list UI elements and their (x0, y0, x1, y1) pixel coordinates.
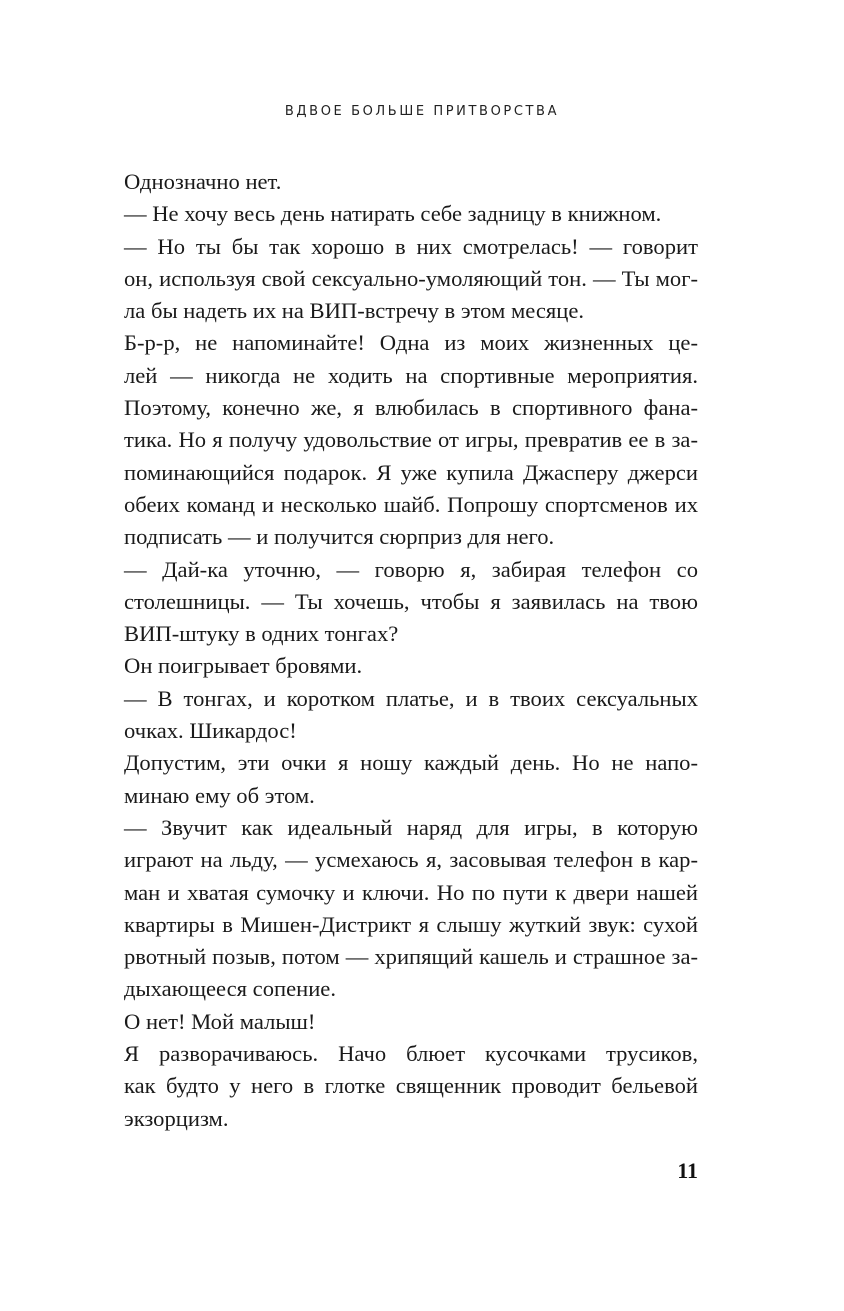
paragraph (124, 683, 698, 748)
page-number: 11 (677, 1158, 698, 1183)
text-line: ман и хватая сумочку и ключи. Но по пути к двери нашей (124, 879, 698, 905)
paragraph (124, 747, 698, 812)
text-line: ВИП-штуку в одних тонгах? (124, 621, 399, 647)
text-line: очках. Шикардос! (124, 718, 297, 744)
text-line: Б-р-р, не напоминайте! Одна из моих жизненных це- (124, 330, 698, 356)
text-line: дыхающееся сопение. (124, 976, 336, 1002)
text-line: он, используя свой сексуально-умоляющий тон. — Ты мог- (124, 265, 698, 291)
text-line: как будто у него в глотке священник проводит бельевой (124, 1073, 698, 1099)
paragraph (124, 650, 698, 682)
text-line: тика. Но я получу удовольствие от игры, превратив ее в за- (124, 427, 698, 453)
paragraph (124, 1038, 698, 1135)
text-line: — В тонгах, и коротком платье, и в твоих сексуальных (124, 685, 698, 711)
text-line: играют на льду, — усмехаюсь я, засовывая телефон в кар- (124, 847, 698, 873)
text-line: — Звучит как идеальный наряд для игры, в которую (124, 814, 698, 840)
paragraph (124, 812, 698, 1006)
text-line: О нет! Мой малыш! (124, 1008, 316, 1034)
text-line: — Дай-ка уточню, — говорю я, забирая телефон со (124, 556, 698, 582)
text-line: столешницы. — Ты хочешь, чтобы я заявилась на твою (124, 588, 698, 614)
text-line: экзорцизм. (124, 1105, 229, 1131)
running-header: ВДВОЕ БОЛЬШЕ ПРИТВОРСТВА (284, 104, 560, 119)
text-line: поминающийся подарок. Я уже купила Джасперу джерси (124, 459, 698, 485)
text-line: рвотный позыв, потом — хрипящий кашель и страшное за- (124, 944, 698, 970)
text-line: квартиры в Мишен-Дистрикт я слышу жуткий звук: сухой (124, 911, 698, 937)
text-line: — Но ты бы так хорошо в них смотрелась! — говорит (124, 233, 698, 259)
text-line: Поэтому, конечно же, я влюбилась в спортивного фана- (124, 395, 698, 421)
text-line: Я разворачиваюсь. Начо блюет кусочками трусиков, (124, 1041, 698, 1067)
paragraph (124, 231, 698, 328)
text-line: Однозначно нет. (124, 169, 282, 194)
paragraph (124, 1006, 698, 1038)
body-text (124, 166, 698, 1135)
paragraph (124, 198, 698, 230)
paragraph (124, 327, 698, 553)
text-line: Он поигрывает бровями. (124, 653, 363, 679)
paragraph (124, 166, 698, 198)
text-line: Допустим, эти очки я ношу каждый день. Но не напо- (124, 750, 698, 776)
text-line: подписать — и получится сюрприз для него. (124, 524, 555, 550)
text-line: обеих команд и несколько шайб. Попрошу спортсменов их (124, 491, 698, 517)
text-line: ла бы надеть их на ВИП-встречу в этом месяце. (124, 298, 585, 324)
text-line: лей — никогда не ходить на спортивные мероприятия. (124, 362, 698, 388)
text-line: — Не хочу весь день натирать себе задницу в книжном. (124, 201, 662, 227)
paragraph (124, 554, 698, 651)
text-line: минаю ему об этом. (124, 782, 315, 808)
